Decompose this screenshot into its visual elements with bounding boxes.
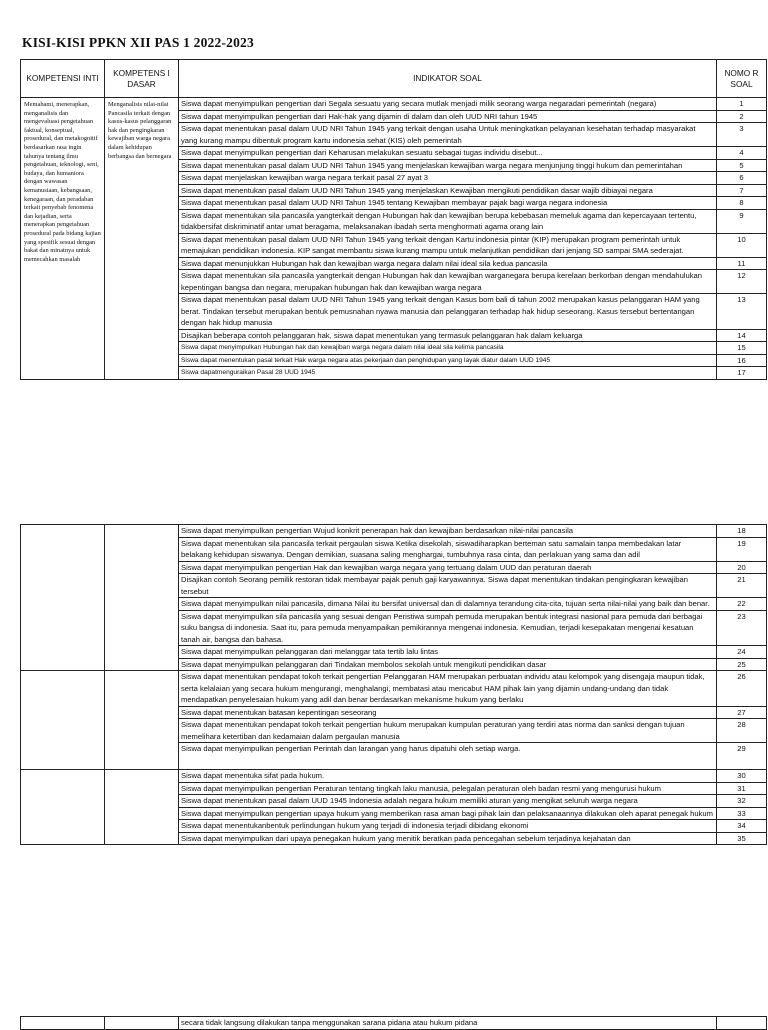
indikator-cell: Siswa dapat menentukan pasal terkait Hak warga negara atas pekerjaan dan penghidupan yang layak diatur dalam UUD 1945: [179, 354, 717, 367]
indikator-cell: secara tidak langsung dilakukan tanpa menggunakan sarana pidana atau hukum pidana: [179, 1017, 717, 1030]
indikator-cell: Siswa dapat menentuka sifat pada hukum.: [179, 770, 717, 783]
nomor-cell: 20: [717, 561, 767, 574]
nomor-cell: 5: [717, 159, 767, 172]
indikator-cell: Disajikan contoh Seorang pemilik restoran tidak membayar pajak penuh gaji karyawannya. Siswa dapat menentukan tindakan pengingkaran kewajiban tersebut: [179, 574, 717, 598]
indikator-cell: Siswa dapat menentukan pendapat tokoh terkait pengertian Pelanggaran HAM merupakan perbuatan individu atau kelompok yang disengaja maupun tidak, serta kelalaian yang secara hukum mengurangi, menghalangi, membatasi atau mencabut HAM pihak lain yang dijamin undang-undang dan tidak mendapatkan penyelesaian hukum yang adil dan benar berdasarkan mekanisme hukum yang berlaku: [179, 671, 717, 707]
nomor-cell: 16: [717, 354, 767, 367]
nomor-cell: 12: [717, 270, 767, 294]
nomor-cell: 28: [717, 719, 767, 743]
nomor-cell: 2: [717, 110, 767, 123]
indikator-cell: Siswa dapat menentukan pendapat tokoh terkait pengertian hukum merupakan kumpulan peraturan yang terdiri atas norma dan sanksi dengan tujuan memelihara ketertiban dan kedamaian dalam pergaulan manusia: [179, 719, 717, 743]
nomor-cell: 21: [717, 574, 767, 598]
nomor-cell: 27: [717, 706, 767, 719]
page-title: KISI-KISI PPKN XII PAS 1 2022-2023: [22, 35, 254, 50]
indikator-cell: Siswa dapat menunjukkan Hubungan hak dan kewajiban warga negara dalam nilai ideal sila kedua pancasila: [179, 257, 717, 270]
indikator-cell: Siswa dapat menyimpulkan nilai pancasila, dimana Nilai itu bersifat universal dan di dalamnya terandung cita-cita, tujuan serta nilai-nilai yang baik dan benar.: [179, 598, 717, 611]
indikator-cell: Siswa dapat menentukanbentuk perlindungan hukum yang terjadi di indonesia terjadi dibidang ekonomi: [179, 820, 717, 833]
indikator-cell: Siswa dapat menyimpulkan pengertian dari Hak-hak yang dijamin di dalam dan oleh UUD NRI tahun 1945: [179, 110, 717, 123]
kisi-table-part-2: [20, 524, 767, 845]
nomor-cell: 19: [717, 537, 767, 561]
indikator-cell: Siswa dapat menentukan sila pancasila yangterkait dengan Hubungan hak dan kewajiban warganegara berupa kerelaan berkorban dengan mendahulukan kepentingan bangsa dan negara, merupakan hubungan hak dan kewajiban warga negara: [179, 270, 717, 294]
indikator-cell: Siswa dapat menentukan pasal dalam UUD NRI Tahun 1945 tentang Kewajiban membayar pajak bagi warga negara indonesia: [179, 197, 717, 210]
header-kompetensi-inti: KOMPETENSI INTI: [21, 60, 105, 98]
indikator-cell: Siswa dapat menentukan batasan kepentingan seseorang: [179, 706, 717, 719]
nomor-cell: 18: [717, 525, 767, 538]
nomor-cell: 30: [717, 770, 767, 783]
nomor-cell: 32: [717, 795, 767, 808]
indikator-cell: Siswa dapat menyimpulkan pengertian Peraturan tentang tingkah laku manusia, pelegalan peraturan oleh badan resmi yang mengurusi hukum: [179, 782, 717, 795]
nomor-cell: 11: [717, 257, 767, 270]
indikator-cell: Siswa dapat menjelaskan kewajiban warga negara terkait pasal 27 ayat 3: [179, 172, 717, 185]
nomor-cell: 25: [717, 658, 767, 671]
kompetensi-dasar-cell: [105, 671, 179, 770]
nomor-cell: 22: [717, 598, 767, 611]
nomor-cell: 4: [717, 147, 767, 160]
indikator-cell: Siswa dapat menentukan pasal dalam UUD NRI Tahun 1945 yang terkait dengan Kartu indonesia pintar (KIP) merupakan program pemerintah untuk memajukan pendidikan indonesia. KIP sangat membantu siswa kurang mampu untuk melanjutkan pendidikan dari jenjang SD sampai SMA sederajat.: [179, 233, 717, 257]
kisi-table-part-1: [20, 59, 767, 380]
indikator-cell: Siswa dapat menyimpulkan sila pancasila yang sesuai dengan Peristiwa sumpah pemuda merupakan bentuk integrasi nasional para pemuda dari berbagai suku bangsa di indonesia. Saat itu, para pemuda menyampaikan pemikirannya mengenai indonesia. Kemudian, terjadi kesepakatan mengenai kesatuan tanah air, bangsa dan bahasa.: [179, 610, 717, 646]
nomor-cell: 3: [717, 123, 767, 147]
nomor-cell: 17: [717, 367, 767, 380]
indikator-cell: Siswa dapat menentukan pasal dalam UUD NRI Tahun 1945 yang terkait dengan usaha Untuk meningkatkan pelayanan kesehatan terhadap masyarakat yang kurang mampu dibentuk program kartu indonesia sehat (KIS) oleh pemerintah: [179, 123, 717, 147]
indikator-cell: Siswa dapat menyimpulkan pelanggaran dari Tindakan membolos sekolah untuk mengikuti pendidikan dasar: [179, 658, 717, 671]
header-indikator-soal: INDIKATOR SOAL: [179, 60, 717, 98]
kompetensi-dasar-cell: [105, 770, 179, 845]
kompetensi-inti-cell: Memahami, menerapkan, menganalisis dan mengevaluasi pengetahuan faktual, konseptual, prosedural, dan metakognitif berdasarkan rasa ingin tahunya tentang ilmu pengetahuan, teknologi, seni, budaya, dan humaniora dengan wawasan kemanusiaan, kebangsaan, kenegaraan, dan peradaban terkait penyebab fenomena dan kejadian, serta menerapkan pengetahuan prosedural pada bidang kajian yang spesifik sesuai dengan bakat dan minatnya untuk memecahkan masalah: [21, 98, 105, 380]
kompetensi-inti-cell: [21, 770, 105, 845]
indikator-cell: Siswa dapat menyimpulkan Hubungan hak dan kewajiban warga negara dalam nilai ideal sila kelima pancasila: [179, 342, 717, 355]
nomor-cell: 1: [717, 98, 767, 111]
nomor-cell: 34: [717, 820, 767, 833]
nomor-cell: 7: [717, 184, 767, 197]
indikator-cell: Siswa dapat menyimpulkan pengertian dari Segala sesuatu yang secara mutlak menjadi milik seorang warga negaradari pemerintah (negara): [179, 98, 717, 111]
kompetensi-dasar-cell: [105, 525, 179, 671]
header-nomor-soal: NOMO R SOAL: [717, 60, 767, 98]
indikator-cell: Disajikan beberapa contoh pelanggaran hak, siswa dapat menentukan yang termasuk pelanggaran hak dalam keluarga: [179, 329, 717, 342]
indikator-cell: Siswa dapat menentukan pasal dalam UUD NRI Tahun 1945 yang menjelaskan Kewajiban mengikuti pendidikan dasar wajib dibiayai negara: [179, 184, 717, 197]
nomor-cell: 15: [717, 342, 767, 355]
kompetensi-inti-cell: [21, 525, 105, 671]
nomor-cell: 26: [717, 671, 767, 707]
nomor-cell: 9: [717, 209, 767, 233]
nomor-cell: 35: [717, 832, 767, 845]
nomor-cell: 8: [717, 197, 767, 210]
header-kompetensi-dasar: KOMPETENS I DASAR: [105, 60, 179, 98]
nomor-cell: 10: [717, 233, 767, 257]
kompetensi-inti-cell: [21, 1017, 105, 1030]
kompetensi-inti-cell: [21, 671, 105, 770]
indikator-cell: Siswa dapat menyimpulkan pengertian upaya hukum yang memberikan rasa aman bagi pihak lain dan pelaksanaannya dilakukan oleh aparat penegak hukum: [179, 807, 717, 820]
kisi-table-part-3: [20, 1016, 767, 1030]
indikator-cell: Siswa dapat menyimpulkan pengertian Hak dan kewajiban warga negara yang tertuang dalam UUD dan peraturan daerah: [179, 561, 717, 574]
indikator-cell: Siswa dapatmenguraikan Pasal 28 UUD 1945: [179, 367, 717, 380]
kompetensi-dasar-cell: [105, 1017, 179, 1030]
indikator-cell: Siswa dapat menentukan pasal dalam UUD NRI Tahun 1945 yang terkait dengan Kasus bom bali di tahun 2002 merupakan kasus pelanggaran HAM yang berat. Tindakan tersebut merupakan bentuk pemusnahan nyawa manusia dan pelanggaran terhadap hak hidup seseorang. Kasus tersebut bertentangan dengan hak hidup manusia: [179, 294, 717, 330]
indikator-cell: Siswa dapat menentukan pasal dalam UUD NRI Tahun 1945 yang menjelaskan kewajiban warga negara menjunjung tinggi hukum dan pemerintahan: [179, 159, 717, 172]
nomor-cell: 31: [717, 782, 767, 795]
nomor-cell: 24: [717, 646, 767, 659]
nomor-cell: 13: [717, 294, 767, 330]
indikator-cell: Siswa dapat menyimpulkan pengertian dari Keharusan melakukan sesuatu sebagai tugas individu disebut...: [179, 147, 717, 160]
indikator-cell: Siswa dapat menyimpulkan dari upaya penegakan hukum yang menitik beratkan pada pencegahan sebelum terjadinya kejahatan dan: [179, 832, 717, 845]
indikator-cell: Siswa dapat menentukan pasal dalam UUD 1945 Indonesia adalah negara hukum memiliki aturan yang mengikat seluruh warga negara: [179, 795, 717, 808]
nomor-cell: 33: [717, 807, 767, 820]
nomor-cell: 14: [717, 329, 767, 342]
indikator-cell: Siswa dapat menentukan sila pancasila yangterkait dengan Hubungan hak dan kewajiban berupa kebebasan memeluk agama dan kepercayaan tertentu, tidakbersifat diskriminatif antar umat beragama, melaksanakan ibadah serta menghormati agama orang lain: [179, 209, 717, 233]
indikator-cell: Siswa dapat menyimpulkan pengertian Perintah dan larangan yang harus dipatuhi oleh setiap warga.: [179, 743, 717, 770]
indikator-cell: Siswa dapat menyimpulkan pengertian Wujud konkrit penerapan hak dan kewajiban berdasarkan nilai-nilai pancasila: [179, 525, 717, 538]
indikator-cell: Siswa dapat menyimpulkan pelanggaran dari melanggar tata tertib lalu lintas: [179, 646, 717, 659]
nomor-cell: 6: [717, 172, 767, 185]
indikator-cell: Siswa dapat menentukan sila pancasila terkait pergaulan siswa Ketika disekolah, siswadiharapkan berteman satu samalain tanpa membedakan latar belakang kehidupan siswanya. Dengan demikian, suasana saling menghargai, tumbuhnya rasa cinta, dan perlakuan yang sama dan adil: [179, 537, 717, 561]
nomor-cell: 23: [717, 610, 767, 646]
nomor-cell: [717, 1017, 767, 1030]
nomor-cell: 29: [717, 743, 767, 770]
kompetensi-dasar-cell: Menganalisis nilai-nilai Pancasila terkait dengan kasus-kasus pelanggaran hak dan pengingkaran kewajiban warga negara dalam kehidupan berbangsa dan bernegara: [105, 98, 179, 380]
